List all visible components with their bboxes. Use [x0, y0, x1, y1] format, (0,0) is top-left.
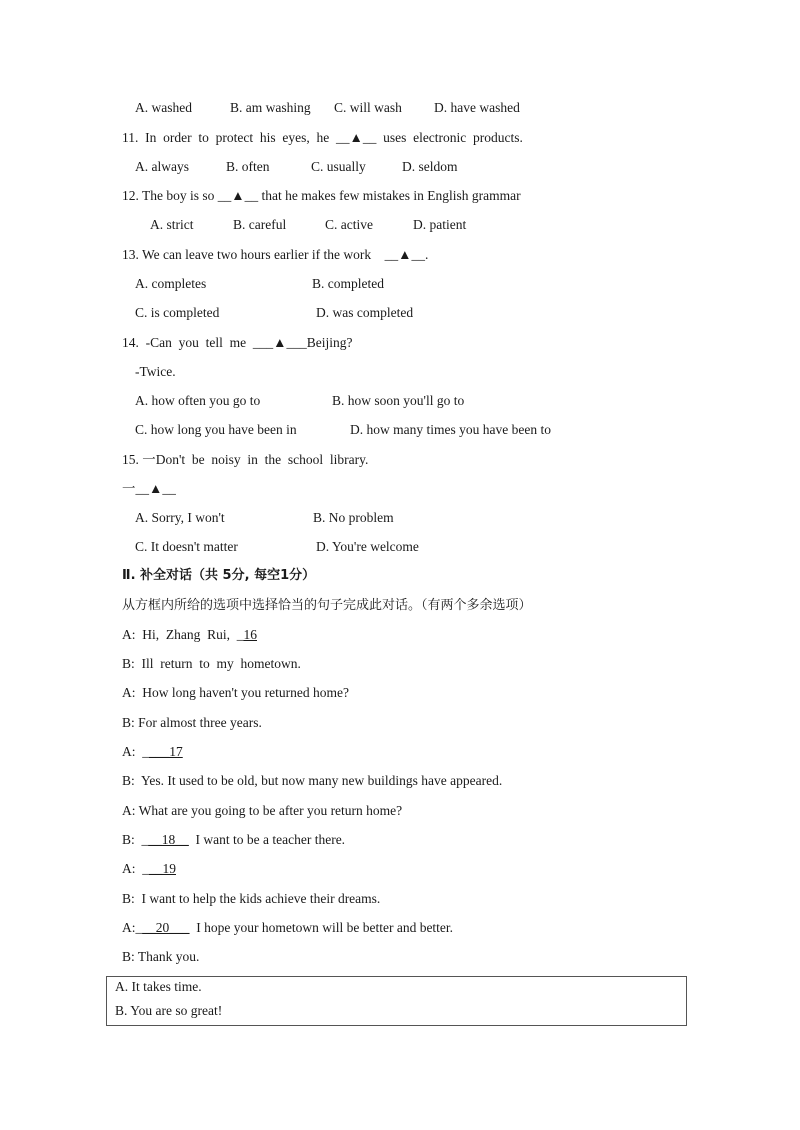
blank-17: ___17	[149, 744, 183, 759]
question-11	[122, 129, 523, 147]
blank-marker-icon: ▲	[231, 188, 245, 203]
q15-option-c: C. It doesn't matter	[135, 539, 238, 554]
dialogue-line-9-text: A: _	[122, 861, 149, 876]
question-15: 15. 一Don't be noisy in the school library.	[122, 452, 369, 467]
q11-option-a: A. always	[135, 159, 189, 174]
blank-18: __18__	[148, 832, 189, 847]
q14-option-a: A. how often you go to	[135, 393, 261, 408]
dialogue-line-11	[122, 919, 453, 937]
question-14-suffix: ___Beijing?	[286, 335, 353, 350]
q15-option-b: B. No problem	[313, 510, 394, 525]
question-14-reply: -Twice.	[135, 364, 176, 379]
q15-option-d: D. You're welcome	[316, 539, 419, 554]
dialogue-line-6: B: Yes. It used to be old, but now many new buildings have appeared.	[122, 773, 503, 788]
q13-option-b: B. completed	[312, 276, 384, 291]
dialogue-line-12: B: Thank you.	[122, 949, 200, 964]
dialogue-line-8-suffix: I want to be a teacher there.	[188, 832, 346, 847]
q13-option-d: D. was completed	[316, 305, 414, 320]
question-15-reply-prefix: 一__	[122, 481, 149, 496]
dialogue-line-4: B: For almost three years.	[122, 715, 262, 730]
q12-option-d: D. patient	[413, 217, 467, 232]
dialogue-line-2: B: Ill return to my hometown.	[122, 656, 301, 671]
dialogue-line-1-text: A: Hi, Zhang Rui, _	[122, 627, 244, 642]
dialogue-line-8-text: B: _	[122, 832, 149, 847]
q11-option-b: B. often	[226, 159, 270, 174]
question-11-suffix: __ uses electronic products.	[362, 130, 523, 145]
question-13-suffix: __.	[411, 247, 429, 262]
dialogue-line-8	[122, 831, 345, 849]
q15-option-a: A. Sorry, I won't	[135, 510, 225, 525]
q14-option-c: C. how long you have been in	[135, 422, 297, 437]
question-13-prefix: 13. We can leave two hours earlier if the work __	[122, 247, 399, 262]
question-12-prefix: 12. The boy is so __	[122, 188, 232, 203]
blank-19: __19	[149, 861, 176, 876]
question-15-reply	[122, 480, 176, 498]
q10-option-a: A. washed	[135, 100, 192, 115]
question-14	[122, 334, 352, 352]
dialogue-line-5-text: A: _	[122, 744, 149, 759]
question-11-prefix: 11. In order to protect his eyes, he __	[122, 130, 350, 145]
blank-marker-icon: ▲	[273, 335, 287, 350]
dialogue-line-9	[122, 860, 176, 878]
question-15-reply-suffix: __	[162, 481, 176, 496]
q12-option-b: B. careful	[233, 217, 287, 232]
q11-option-d: D. seldom	[402, 159, 458, 174]
dialogue-line-5	[122, 743, 183, 761]
q10-option-b: B. am washing	[230, 100, 311, 115]
blank-marker-icon: ▲	[398, 247, 412, 262]
dialogue-line-10: B: I want to help the kids achieve their dreams.	[122, 891, 381, 906]
question-12	[122, 187, 521, 205]
dialogue-line-1	[122, 626, 257, 644]
q13-option-a: A. completes	[135, 276, 207, 291]
dialogue-line-11-suffix: I hope your hometown will be better and better.	[189, 920, 454, 935]
choice-b: B. You are so great!	[115, 1003, 223, 1018]
choices-box	[106, 976, 687, 1026]
q14-option-d: D. how many times you have been to	[350, 422, 551, 437]
blank-marker-icon: ▲	[349, 130, 363, 145]
q11-option-c: C. usually	[311, 159, 366, 174]
q10-option-c: C. will wash	[334, 100, 402, 115]
q12-option-c: C. active	[325, 217, 373, 232]
choice-a: A. It takes time.	[115, 979, 202, 994]
blank-16: 16	[243, 627, 257, 642]
question-14-prefix: 14. -Can you tell me ___	[122, 335, 274, 350]
dialogue-line-7: A: What are you going to be after you return home?	[122, 803, 403, 818]
dialogue-line-11-text: A:_	[122, 920, 143, 935]
section-2-title: Ⅱ. 补全对话（共 5分, 每空1分）	[122, 568, 316, 583]
question-12-suffix: __ that he makes few mistakes in English grammar	[244, 188, 521, 203]
section-2-instruction: 从方框内所给的选项中选择恰当的句子完成此对话。（有两个多余选项）	[122, 598, 532, 613]
question-13	[122, 246, 428, 264]
blank-20: __20___	[142, 920, 190, 935]
q12-option-a: A. strict	[150, 217, 194, 232]
dialogue-line-3: A: How long haven't you returned home?	[122, 685, 350, 700]
q13-option-c: C. is completed	[135, 305, 220, 320]
blank-marker-icon: ▲	[149, 481, 163, 496]
q14-option-b: B. how soon you'll go to	[332, 393, 465, 408]
q10-option-d: D. have washed	[434, 100, 520, 115]
